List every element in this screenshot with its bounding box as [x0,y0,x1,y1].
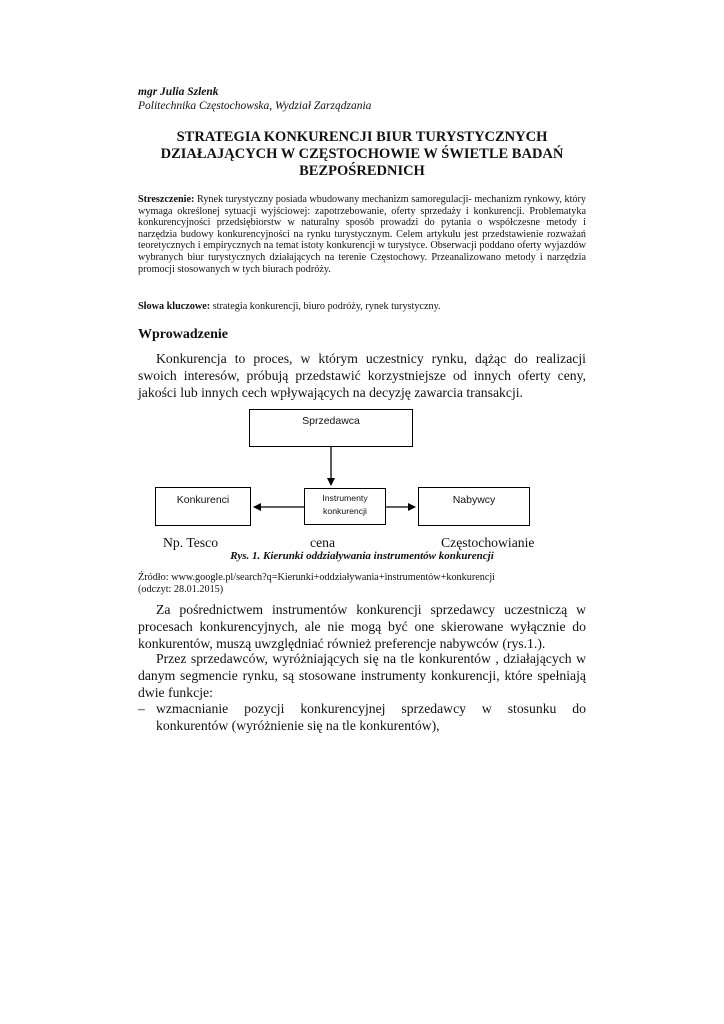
figure-caption: Rys. 1. Kierunki oddziaływania instrumentów konkurencji [230,550,494,562]
diagram-instruments-line-1: Instrumenty [322,493,368,503]
diagram-competitors-label: Konkurenci [176,494,230,506]
keywords-text: strategia konkurencji, biuro podróży, rynek turystyczny. [210,301,441,312]
diagram-example-competitor: Np. Tesco [163,535,219,550]
diagram-example-buyer: Częstochowianie [441,535,535,550]
figure-source-line-2: (odczyt: 28.01.2015) [138,583,224,595]
list-item-text: wzmacnianie pozycji konkurencyjnej sprzedawcy w stosunku do konkurentów (wyróżnienie się na tle konkurentów), [156,701,586,733]
figure-source [138,572,586,596]
author-name: mgr Julia Szlenk [138,86,219,98]
paragraph-1: Konkurencja to proces, w którym uczestnicy rynku, dążąc do realizacji swoich interesów, próbują przedstawić korzystniejsze od innych oferty ceny, jakości lub innych cech wpływających na decyzję zawarcia transakcji. [138,351,586,400]
author-affiliation: Politechnika Częstochowska, Wydział Zarządzania [138,100,372,112]
list-dash: – [138,701,145,716]
title-line-3: BEZPOŚREDNICH [299,163,425,179]
diagram-seller-label: Sprzedawca [302,415,360,427]
abstract-label: Streszczenie: [138,194,195,205]
title-line-2: DZIAŁAJĄCYCH W CZĘSTOCHOWIE W ŚWIETLE BADAŃ [160,146,564,162]
keywords-label: Słowa kluczowe: [138,301,211,312]
diagram-instruments-line-2: konkurencji [323,505,367,516]
diagram-buyers-label: Nabywcy [452,494,496,506]
diagram-example-instrument: cena [310,535,336,550]
figure-source-line-1: Źródło: www.google.pl/search?q=Kierunki+oddziaływania+instrumentów+konkurencji [138,572,496,583]
title-line-1: STRATEGIA KONKURENCJI BIUR TURYSTYCZNYCH [176,129,548,145]
abstract-text: Rynek turystyczny posiada wbudowany mechanizm samoregulacji- mechanizm rynkowy, który wymaga określonej sytuacji wyjściowej: zapotrzebowanie, oferty sprzedaży i konkurencji. Problematyka konkurencyjności przedsiębiorstw w naturalny sposób prowadzi do pytania o współczesne metody i narzędzia budowy konkurencyjności na rynku turystycznym. Celem artykułu jest przedstawienie rozważań teoretycznych i empirycznych na temat istoty konkurencji w turystyce. Obserwacji poddano oferty wyjazdów wybranych biur turystycznych działających na terenie Częstochowy. Przeanalizowano metody i narzędzia promocji stosowanych w tych biurach podróży. [138,194,586,275]
paragraph-3: Przez sprzedawców, wyróżniających się na tle konkurentów , działających w danym segmencie rynku, są stosowane instrumenty konkurencji, które spełniają dwie funkcje: [138,651,586,700]
section-heading: Wprowadzenie [138,327,228,342]
paragraph-2: Za pośrednictwem instrumentów konkurencji sprzedawcy uczestniczą w procesach konkurencyjnych, ale nie mogą być one skierowane wyłącznie do konkurentów, muszą uwzględniać również preferencje nabywców (rys.1.). [138,602,586,651]
